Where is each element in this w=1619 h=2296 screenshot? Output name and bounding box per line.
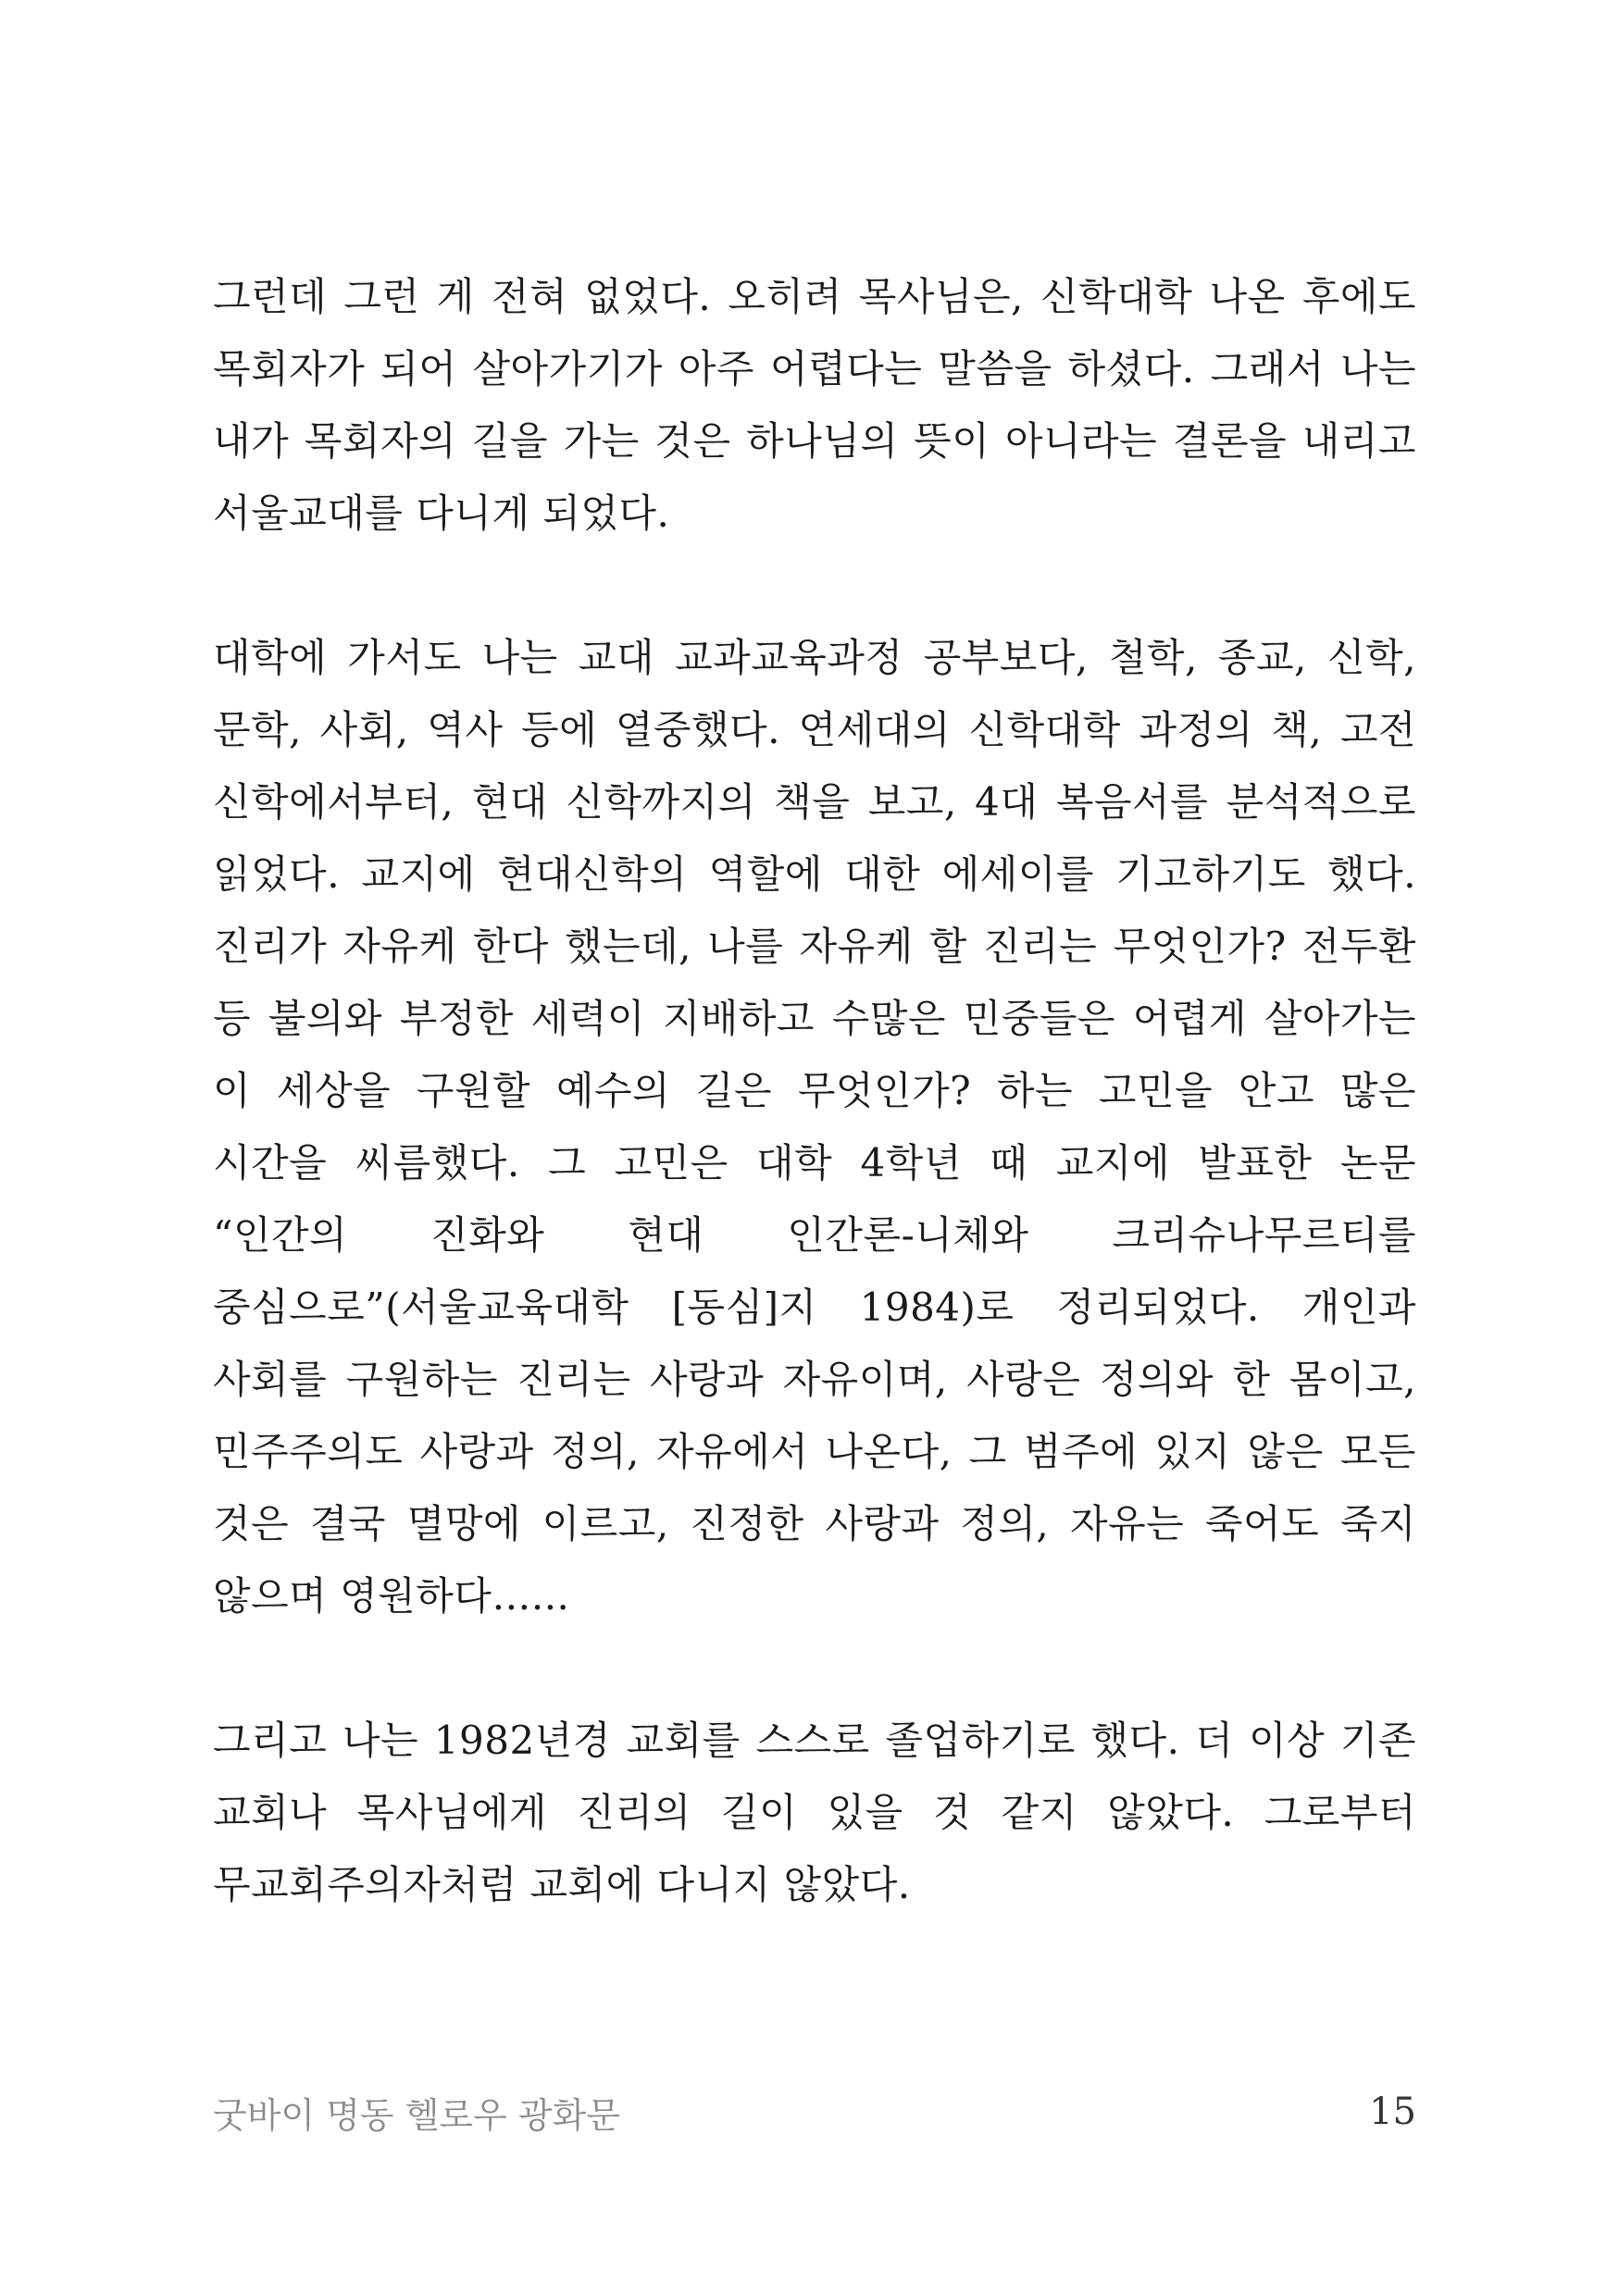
page-number: 15 [1369,2091,1416,2133]
page-footer [213,2084,1416,2140]
paragraph: 그런데 그런 게 전혀 없었다. 오히려 목사님은, 신학대학 나온 후에도 목회자가 되어 살아가기가 아주 어렵다는 말씀을 하셨다. 그래서 나는 내가 목회자의 길을 가는 것은 하나님의 뜻이 아니라는 결론을 내리고 서울교대를 다니게 되었다. [213,274,1416,536]
page-body [213,261,1416,1921]
running-footer-title: 굿바이 명동 헬로우 광화문 [213,2094,621,2136]
paragraph: 그리고 나는 1982년경 교회를 스스로 졸업하기로 했다. 더 이상 기존 교회나 목사님에게 진리의 길이 있을 것 같지 않았다. 그로부터 무교회주의자처럼 교회에 다니지 않았다. [213,1718,1416,1907]
paragraph: 대학에 가서도 나는 교대 교과교육과정 공부보다, 철학, 종교, 신학, 문학, 사회, 역사 등에 열중했다. 연세대의 신학대학 과정의 책, 고전 신학에서부터, 현대 신학까지의 책을 보고, 4대 복음서를 분석적으로 읽었다. 교지에 현대신학의 역할에 대한 에세이를 기고하기도 했다. 진리가 자유케 한다 했는데, 나를 자유케 할 진리는 무엇인가? 전두환 등 불의와 부정한 세력이 지배하고 수많은 민중들은 어렵게 살아가는 이 세상을 구원할 예수의 길은 무엇인가? 하는 고민을 안고 많은 시간을 씨름했다. 그 고민은 대학 4학년 때 교지에 발표한 논문 “인간의 진화와 현대 인간론-니체와 크리슈나무르티를 중심으로”(서울교육대학 [동심]지 1984)로 정리되었다. 개인과 사회를 구원하는 진리는 사랑과 자유이며, 사랑은 정의와 한 몸이고, 민주주의도 사랑과 정의, 자유에서 나온다, 그 범주에 있지 않은 모든 것은 결국 멸망에 이르고, 진정한 사랑과 정의, 자유는 죽어도 죽지 않으며 영원하다…... [213,635,1416,1619]
